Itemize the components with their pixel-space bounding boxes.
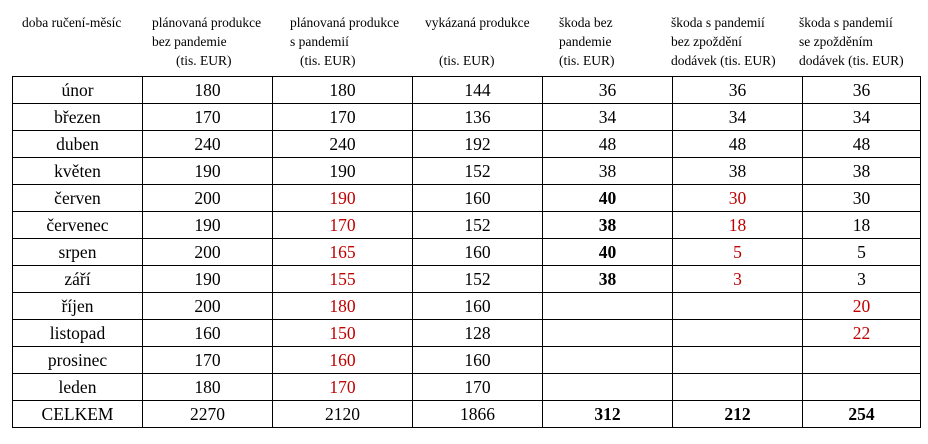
cell-month: leden (13, 374, 143, 401)
cell-reported-production: 144 (413, 77, 543, 104)
header-line: vykázaná produkce (425, 15, 530, 30)
cell-damage-pandemic-no-delay: 18 (673, 212, 803, 239)
cell-damage-pandemic-delay (803, 347, 921, 374)
table-row (13, 347, 921, 374)
cell-damage-pandemic-no-delay (673, 293, 803, 320)
header-planned-pandemic (290, 13, 399, 70)
cell-month: srpen (13, 239, 143, 266)
cell-planned-pandemic: 2120 (273, 401, 413, 428)
cell-damage-pandemic-no-delay: 30 (673, 185, 803, 212)
cell-planned-pandemic: 160 (273, 347, 413, 374)
cell-planned-no-pandemic: 180 (143, 77, 273, 104)
cell-reported-production: 160 (413, 185, 543, 212)
table-row (13, 320, 921, 347)
cell-damage-pandemic-delay: 3 (803, 266, 921, 293)
header-line: škoda bez (559, 15, 613, 30)
cell-month: září (13, 266, 143, 293)
cell-planned-pandemic: 190 (273, 158, 413, 185)
cell-damage-pandemic-no-delay: 3 (673, 266, 803, 293)
cell-damage-pandemic-delay: 38 (803, 158, 921, 185)
cell-reported-production: 160 (413, 293, 543, 320)
cell-damage-no-pandemic: 40 (543, 239, 673, 266)
cell-month: CELKEM (13, 401, 143, 428)
header-line: plánovaná produkce (152, 15, 262, 30)
cell-damage-pandemic-no-delay: 38 (673, 158, 803, 185)
production-damage-table (12, 76, 921, 428)
cell-planned-no-pandemic: 190 (143, 158, 273, 185)
cell-damage-pandemic-no-delay (673, 320, 803, 347)
cell-damage-no-pandemic (543, 374, 673, 401)
header-line: pandemie (559, 34, 612, 49)
cell-month: prosinec (13, 347, 143, 374)
header-damage-no-pandemic (559, 13, 615, 70)
cell-damage-no-pandemic: 38 (543, 212, 673, 239)
cell-damage-no-pandemic: 36 (543, 77, 673, 104)
header-damage-pandemic-no-delay (671, 13, 776, 70)
cell-planned-no-pandemic: 180 (143, 374, 273, 401)
cell-damage-pandemic-delay: 34 (803, 104, 921, 131)
cell-planned-pandemic: 170 (273, 374, 413, 401)
cell-planned-no-pandemic: 2270 (143, 401, 273, 428)
header-damage-pandemic-delay (799, 13, 904, 70)
cell-month: červen (13, 185, 143, 212)
header-line (425, 32, 530, 51)
table-body (13, 77, 921, 428)
header-month (22, 13, 121, 32)
cell-damage-pandemic-delay: 30 (803, 185, 921, 212)
cell-planned-pandemic: 170 (273, 104, 413, 131)
cell-damage-no-pandemic: 38 (543, 158, 673, 185)
table-row (13, 104, 921, 131)
cell-damage-no-pandemic (543, 293, 673, 320)
cell-damage-pandemic-no-delay: 36 (673, 77, 803, 104)
cell-planned-pandemic: 150 (273, 320, 413, 347)
header-line: bez zpoždění (671, 34, 742, 49)
cell-damage-pandemic-delay: 254 (803, 401, 921, 428)
cell-damage-pandemic-delay: 20 (803, 293, 921, 320)
cell-planned-pandemic: 155 (273, 266, 413, 293)
cell-damage-pandemic-delay (803, 374, 921, 401)
cell-reported-production: 160 (413, 239, 543, 266)
cell-planned-pandemic: 170 (273, 212, 413, 239)
header-line: (tis. EUR) (300, 53, 356, 68)
table-row (13, 266, 921, 293)
cell-reported-production: 136 (413, 104, 543, 131)
header-line: bez pandemie (152, 34, 227, 49)
cell-planned-no-pandemic: 200 (143, 185, 273, 212)
cell-planned-pandemic: 240 (273, 131, 413, 158)
total-row (13, 401, 921, 428)
cell-damage-no-pandemic: 40 (543, 185, 673, 212)
cell-damage-pandemic-delay: 22 (803, 320, 921, 347)
header-line: dodávek (tis. EUR) (799, 53, 904, 68)
header-line: s pandemií (290, 34, 349, 49)
cell-reported-production: 1866 (413, 401, 543, 428)
cell-planned-no-pandemic: 170 (143, 104, 273, 131)
cell-planned-no-pandemic: 190 (143, 212, 273, 239)
cell-planned-no-pandemic: 200 (143, 293, 273, 320)
cell-planned-pandemic: 180 (273, 77, 413, 104)
cell-planned-no-pandemic: 190 (143, 266, 273, 293)
cell-planned-pandemic: 180 (273, 293, 413, 320)
cell-damage-no-pandemic: 48 (543, 131, 673, 158)
table-row (13, 293, 921, 320)
cell-damage-pandemic-delay: 36 (803, 77, 921, 104)
cell-month: březen (13, 104, 143, 131)
cell-planned-no-pandemic: 240 (143, 131, 273, 158)
cell-month: listopad (13, 320, 143, 347)
table-row (13, 212, 921, 239)
header-line: škoda s pandemií (671, 15, 765, 30)
cell-damage-pandemic-no-delay (673, 347, 803, 374)
cell-damage-pandemic-no-delay: 48 (673, 131, 803, 158)
cell-reported-production: 128 (413, 320, 543, 347)
cell-planned-pandemic: 190 (273, 185, 413, 212)
cell-reported-production: 152 (413, 266, 543, 293)
cell-month: červenec (13, 212, 143, 239)
cell-damage-pandemic-delay: 5 (803, 239, 921, 266)
header-line: plánovaná produkce (290, 15, 400, 30)
cell-damage-no-pandemic (543, 320, 673, 347)
header-line: dodávek (tis. EUR) (671, 53, 776, 68)
table-row (13, 131, 921, 158)
cell-damage-no-pandemic (543, 347, 673, 374)
cell-reported-production: 192 (413, 131, 543, 158)
table-row (13, 158, 921, 185)
cell-damage-no-pandemic: 38 (543, 266, 673, 293)
cell-damage-pandemic-no-delay: 34 (673, 104, 803, 131)
cell-damage-pandemic-no-delay: 5 (673, 239, 803, 266)
cell-damage-no-pandemic: 34 (543, 104, 673, 131)
header-line: (tis. EUR) (176, 53, 232, 68)
cell-reported-production: 152 (413, 158, 543, 185)
cell-damage-no-pandemic: 312 (543, 401, 673, 428)
header-line: doba ručení-měsíc (22, 15, 122, 30)
header-line: se zpožděním (799, 34, 873, 49)
cell-planned-no-pandemic: 170 (143, 347, 273, 374)
cell-month: únor (13, 77, 143, 104)
cell-damage-pandemic-no-delay (673, 374, 803, 401)
header-line: (tis. EUR) (559, 53, 615, 68)
cell-reported-production: 152 (413, 212, 543, 239)
header-planned-no-pandemic (152, 13, 261, 70)
cell-reported-production: 170 (413, 374, 543, 401)
cell-planned-no-pandemic: 200 (143, 239, 273, 266)
cell-month: duben (13, 131, 143, 158)
header-line: škoda s pandemií (799, 15, 893, 30)
table-row (13, 239, 921, 266)
cell-month: říjen (13, 293, 143, 320)
cell-planned-pandemic: 165 (273, 239, 413, 266)
table-row (13, 185, 921, 212)
table-row (13, 77, 921, 104)
cell-reported-production: 160 (413, 347, 543, 374)
cell-planned-no-pandemic: 160 (143, 320, 273, 347)
cell-month: květen (13, 158, 143, 185)
header-line: (tis. EUR) (439, 53, 495, 68)
table-row (13, 374, 921, 401)
cell-damage-pandemic-delay: 18 (803, 212, 921, 239)
cell-damage-pandemic-delay: 48 (803, 131, 921, 158)
cell-damage-pandemic-no-delay: 212 (673, 401, 803, 428)
header-reported-production (425, 13, 530, 70)
